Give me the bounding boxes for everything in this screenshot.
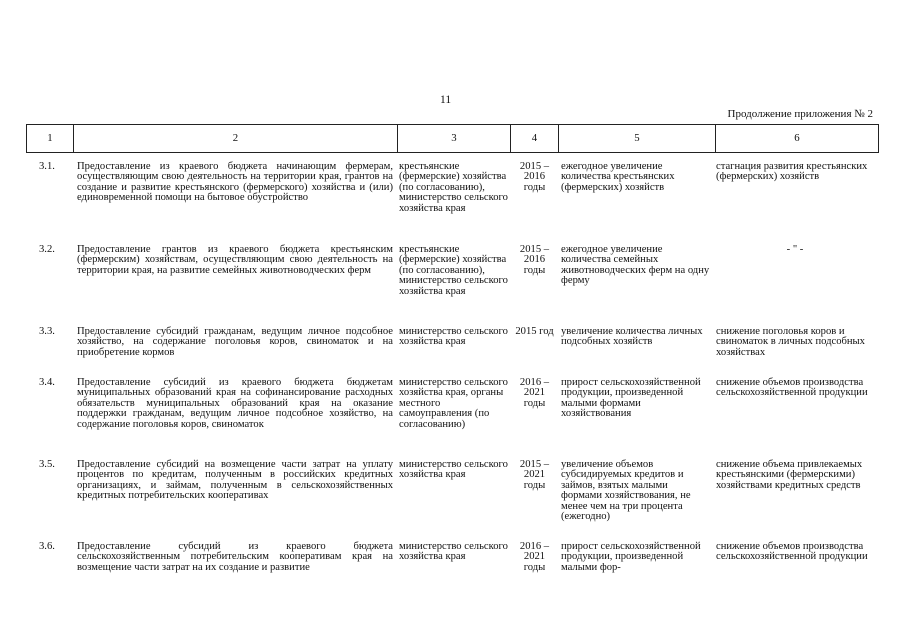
measure-text: Предоставление субсидий из краевого бюджета сельскохозяйственным потребительским кооперативам края на возмещение части затрат на их создание и развитие [77, 541, 393, 573]
term-text: 2015 – 2021 годы [519, 459, 550, 491]
consequence-text: снижение поголовья коров и свиноматок в личных подсобных хозяйствах [716, 326, 865, 358]
measure-text: Предоставление субсидий из краевого бюджета бюджетам муниципальных образований края на софинансирование расходных обязательств муниципальных образований края на оказание поддержки гражданам, ведущим личное подсобное хозяйство, на содержание поголовья коров, свиноматок [77, 377, 393, 430]
header-row [27, 125, 879, 153]
measure-text: Предоставление грантов из краевого бюджета крестьянским (фермерским) хозяйствам, осуществляющим свою деятельность на территории края, на развитие семейных животноводческих ферм [77, 244, 393, 276]
row-number: 3.2. [39, 244, 55, 255]
measure-text: Предоставление из краевого бюджета начинающим фермерам, осуществляющим свою деятельность на территории края, грантов на создание и развитие крестьянского (фермерского) хозяйства и (или) единовременной помощи на бытовое обустройство [77, 161, 393, 204]
appendix-continuation: Продолжение приложения № 2 [727, 108, 873, 120]
header-col-1: 1 [27, 125, 74, 153]
result-text: ежегодное увеличение количества крестьянских (фермерских) хозяйств [561, 161, 675, 193]
term-text: 2015 – 2016 годы [519, 161, 550, 193]
consequence-text: снижение объема привлекаемых крестьянскими (фермерскими) хозяйствами кредитных средств [716, 459, 863, 491]
executor-text: крестьянские (фермерские) хозяйства (по согласованию), министерство сельского хозяйства края [399, 161, 508, 214]
measure-text: Предоставление субсидий на возмещение части затрат на уплату процентов по кредитам, полученным в российских кредитных организациях, и займам, полученным в сельскохозяйственных кредитных потребительских кооперативах [77, 459, 393, 502]
executor-text: министерство сельского хозяйства края, органы местного самоуправления (по согласованию) [399, 377, 508, 430]
result-text: прирост сельскохозяйственной продукции, произведенной малыми фор- [561, 541, 701, 573]
header-col-3: 3 [398, 125, 511, 153]
term-text: 2015 – 2016 годы [519, 244, 550, 276]
row-number: 3.5. [39, 459, 55, 470]
table-header [26, 124, 879, 153]
row-number: 3.3. [39, 326, 55, 337]
executor-text: министерство сельского хозяйства края [399, 459, 508, 481]
consequence-text: снижение объемов производства сельскохозяйственной продукции [716, 377, 868, 399]
row-number: 3.1. [39, 161, 55, 172]
result-text: прирост сельскохозяйственной продукции, произведенной малыми формами хозяйствования [561, 377, 701, 420]
measure-text: Предоставление субсидий гражданам, ведущим личное подсобное хозяйство, на содержание поголовья коров, свиноматок и на приобретение кормов [77, 326, 393, 358]
page-number: 11 [440, 94, 452, 106]
header-col-5: 5 [559, 125, 716, 153]
header-col-6: 6 [716, 125, 879, 153]
consequence-text: - " - [786, 244, 804, 255]
header-col-4: 4 [511, 125, 559, 153]
executor-text: министерство сельского хозяйства края [399, 326, 508, 348]
term-text: 2016 – 2021 годы [519, 541, 550, 573]
term-text: 2016 – 2021 годы [519, 377, 550, 409]
result-text: увеличение объемов субсидируемых кредитов и займов, взятых малыми формами хозяйствования, не менее чем на три процента (ежегодно) [561, 459, 691, 523]
row-number: 3.6. [39, 541, 55, 552]
executor-text: министерство сельского хозяйства края [399, 541, 508, 563]
executor-text: крестьянские (фермерские) хозяйства (по согласованию), министерство сельского хозяйства края [399, 244, 508, 297]
term-text: 2015 год [515, 326, 554, 337]
result-text: увеличение количества личных подсобных хозяйств [561, 326, 703, 348]
result-text: ежегодное увеличение количества семейных животноводческих ферм на одну ферму [561, 244, 710, 287]
consequence-text: снижение объемов производства сельскохозяйственной продукции [716, 541, 868, 563]
consequence-text: стагнация развития крестьянских (фермерских) хозяйств [716, 161, 868, 183]
row-number: 3.4. [39, 377, 55, 388]
header-col-2: 2 [74, 125, 398, 153]
